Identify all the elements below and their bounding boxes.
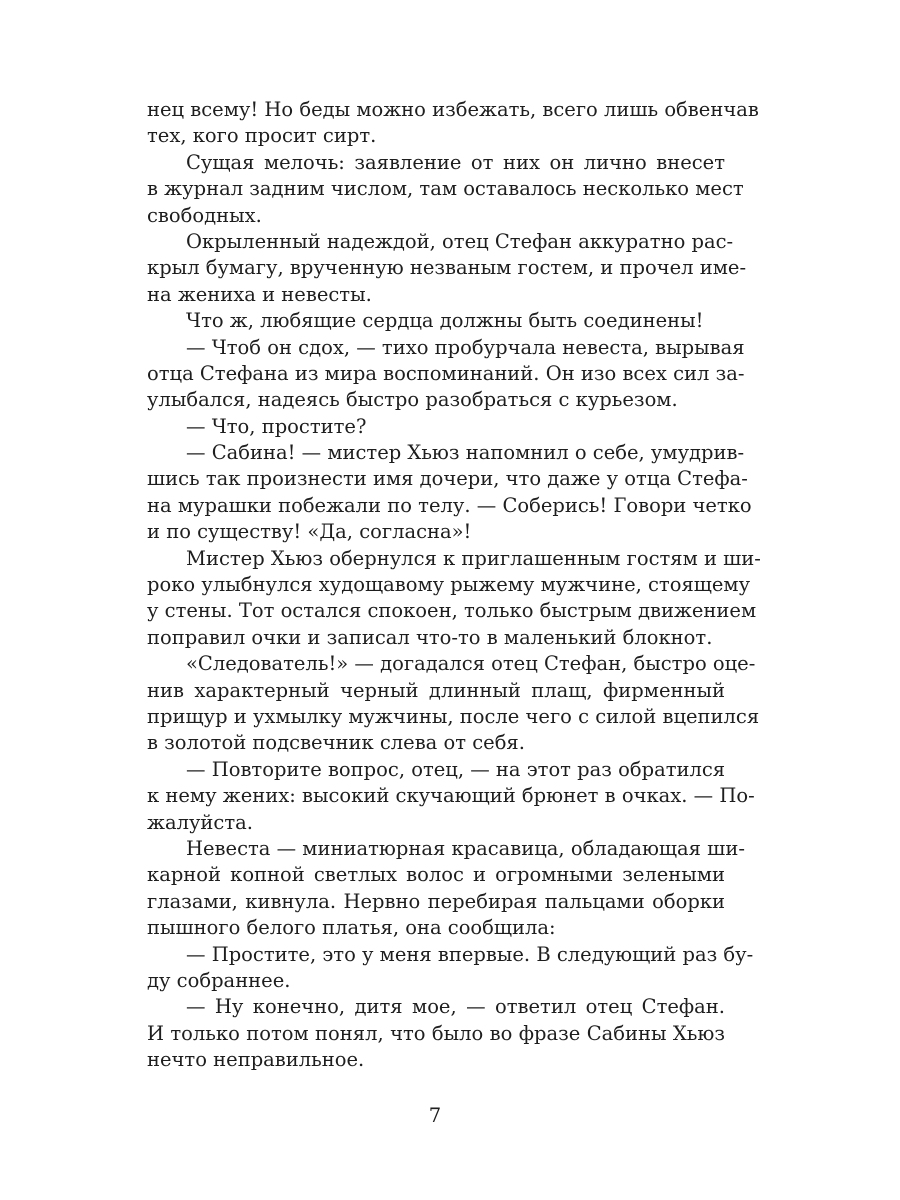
text-line: роко улыбнулся худощавому рыжему мужчине, стоящему xyxy=(147,573,751,597)
text-line: глазами, кивнула. Нервно перебирая пальцами оборки xyxy=(147,889,725,913)
text-line: нив характерный черный длинный плащ, фирменный xyxy=(147,678,725,702)
text-line: отца Стефана из мира воспоминаний. Он изо всех сил за- xyxy=(147,361,745,385)
text-line: в золотой подсвечник слева от себя. xyxy=(147,731,525,755)
text-line: — Повторите вопрос, отец, — на этот раз обратился xyxy=(186,757,726,781)
text-line: Мистер Хьюз обернулся к приглашенным гостям и ши- xyxy=(186,546,761,570)
text-line: — Простите, это у меня впервые. В следующий раз бу- xyxy=(186,942,754,966)
text-line: — Ну конечно, дитя мое, — ответил отец Стефан. xyxy=(186,995,725,1019)
text-line: на жениха и невесты. xyxy=(147,282,372,306)
text-line: «Следователь!» — догадался отец Стефан, быстро оце- xyxy=(186,652,756,676)
text-line: на мурашки побежали по телу. — Соберись! Говори четко xyxy=(147,493,752,517)
text-line: — Чтоб он сдох, — тихо пробурчала невеста, вырывая xyxy=(186,335,745,359)
text-line: Что ж, любящие сердца должны быть соединены! xyxy=(186,309,704,333)
text-line: нец всему! Но беды можно избежать, всего лишь обвенчав xyxy=(147,98,759,121)
text-line: прищур и ухмылку мужчины, после чего с силой вцепился xyxy=(147,704,760,728)
text-line: — Сабина! — мистер Хьюз напомнил о себе, умудрив- xyxy=(186,441,745,465)
text-line: И только потом понял, что было во фразе Сабины Хьюз xyxy=(147,1021,725,1045)
body-text xyxy=(147,97,761,1073)
text-line: и по существу! «Да, согласна»! xyxy=(147,520,472,544)
text-line: в журнал задним числом, там оставалось несколько мест xyxy=(147,177,744,201)
text-line: ду собраннее. xyxy=(147,968,291,992)
text-line: Невеста — миниатюрная красавица, обладающая ши- xyxy=(186,836,745,860)
text-line: — Что, простите? xyxy=(186,414,367,438)
text-line: у стены. Тот остался спокоен, только быстрым движением xyxy=(147,599,757,623)
text-line: карной копной светлых волос и огромными зелеными xyxy=(147,863,725,887)
page-number: 7 xyxy=(428,1104,442,1127)
text-line: пышного белого платья, она сообщила: xyxy=(147,916,556,940)
text-line: поправил очки и записал что-то в маленький блокнот. xyxy=(147,625,713,649)
text-line: жалуйста. xyxy=(147,810,253,834)
text-line: улыбался, надеясь быстро разобраться с курьезом. xyxy=(147,388,678,412)
text-line: нечто неправильное. xyxy=(147,1048,365,1072)
text-line: к нему жених: высокий скучающий брюнет в очках. — По- xyxy=(147,784,755,808)
text-line: Сущая мелочь: заявление от них он лично внесет xyxy=(186,150,725,174)
text-line: свободных. xyxy=(147,203,262,227)
text-line: шись так произнести имя дочери, что даже у отца Стефа- xyxy=(147,467,748,491)
text-line: Окрыленный надеждой, отец Стефан аккуратно рас- xyxy=(186,229,734,253)
text-line: крыл бумагу, врученную незваным гостем, и прочел име- xyxy=(147,256,747,280)
text-line: тех, кого просит сирт. xyxy=(147,124,377,148)
